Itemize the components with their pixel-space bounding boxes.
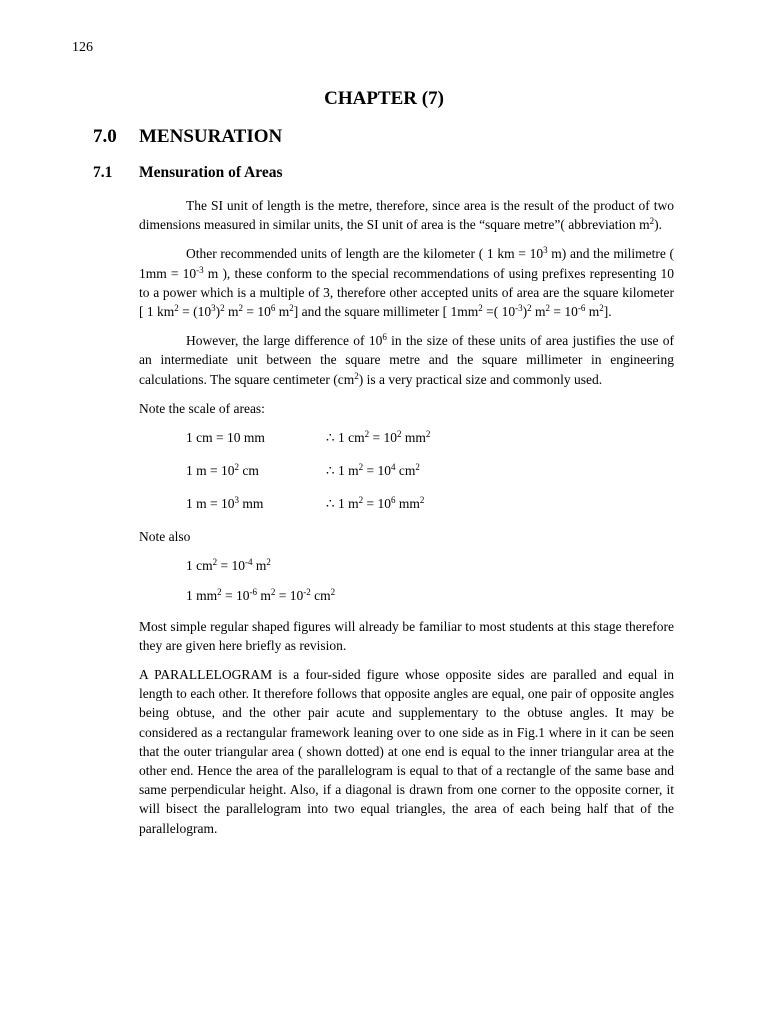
scale-row: 1 $m = 10^3$ mm ∴ 1 $m^2 = 10^6$ $mm^2$ — [186, 495, 425, 512]
paragraph-revision: Most simple regular shaped figures will already be familiar to most students at this stage therefore they are given here briefly as revision. — [139, 618, 674, 653]
paragraph-intermediate-unit: However, the large difference of $10^6$ in the size of these units of area justifies the use of an intermediate unit between the square metre and the square millimeter in engineering calculations. The square centimeter $(cm^2)$ is a very practical size and commonly used. — [139, 332, 675, 387]
body-text — [139, 196, 674, 848]
subsection-title: Mensuration of Areas — [139, 164, 283, 181]
scale-row: 1 $m = 10^2$ cm ∴ 1 $m^2 = 10^4$ $cm^2$ — [186, 462, 420, 479]
section-number: 7.0 — [93, 126, 117, 147]
page-number: 126 — [72, 40, 93, 55]
note-scale-of-areas: Note the scale of areas: — [139, 400, 265, 416]
paragraph-parallelogram: A PARALLELOGRAM is a four-sided figure whose opposite sides are paralled and equal in length to each other. It therefore follows that opposite angles are equal, one pair of opposite angles being obtuse, and the other pair acute and supplementary to the obtuse angles. It may be considered as a rectangular framework leaning over to one side as in Fig.1 where in it can be seen that the outer triangular area ( shown dotted) at one end is equal to the inner triangular area at the other end. Hence the area of the parallelogram is equal to that of a rectangle of the same base and same perpendicular height. Also, if a diagonal is drawn from one corner to the opposite corner, it will bisect the parallelogram into two equal triangles, the area of each being half that of the parallelogram. — [139, 667, 674, 836]
subsection-number: 7.1 — [93, 164, 113, 181]
note-also: Note also — [139, 529, 191, 545]
subsection-heading — [93, 164, 283, 182]
section-heading — [93, 126, 282, 148]
paragraph-recommended-units: Other recommended units of length are the kilometer ( 1 km = $10^3$ m) and the milimetre ( $1mm = 10^{-3}$ m ), these conform to the special recommendations of using prefixes representing 10 to a power which is a multiple of 3, therefore other accepted units of area are the square kilometer [ 1 $km^2 = (10^3)^2$ $m^2 = 10^6$ $m^2$] and the square millimeter [ $1mm^2$ =( $10^{-3})^2$ $m^2 = 10^{-6}$ $m^2$]. — [139, 245, 674, 320]
paragraph-si-unit: The SI unit of length is the metre, therefore, since area is the result of the product of two dimensions measured in similar units, the SI unit of area is the “square metre”( abbreviation $m^2$). — [139, 198, 674, 233]
scale-row: 1 cm = 10 mm ∴ 1 $cm^2 = 10^2$ $mm^2$ — [186, 429, 431, 446]
also-formula: 1 $mm^2 = 10^{-6}$ $m^2 = 10^{-2}$ $cm^2$ — [186, 587, 336, 604]
section-title: MENSURATION — [139, 126, 283, 147]
also-formula: 1 $cm^2 = 10^{-4}$ $m^2$ — [186, 557, 271, 574]
chapter-title: CHAPTER (7) — [324, 88, 444, 109]
